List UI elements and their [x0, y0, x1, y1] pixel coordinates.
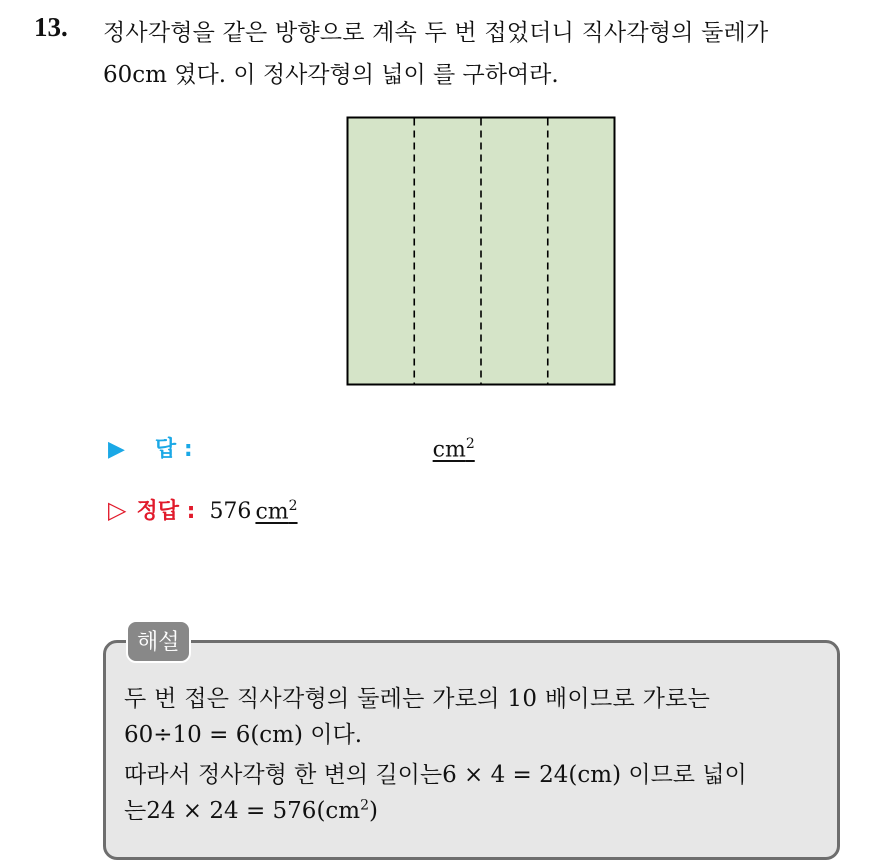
answer-label: 답 :: [154, 437, 193, 462]
answer-unit-exponent: 2: [465, 435, 475, 452]
correct-label: 정답 :: [136, 499, 196, 524]
correct-answer-row: [108, 494, 298, 525]
explanation-box: [103, 640, 840, 860]
explanation-exponent: 2: [360, 797, 370, 814]
folded-square-figure: [346, 116, 618, 388]
answer-unit: $cm^2$: [432, 435, 475, 462]
explanation-line-1: 두 번 접은 직사각형의 둘레는 가로의 10 배이므로 가로는: [124, 686, 711, 712]
explanation-line-4: 는$24 \times 24 = 576(cm^2)$: [124, 797, 379, 824]
correct-unit: $cm^2$: [255, 497, 298, 524]
question-text-line-2: 60cm 였다. 이 정사각형의 넓이 를 구하여라.: [103, 62, 559, 88]
correct-unit-exponent: 2: [288, 497, 298, 514]
correct-marker-icon: ▷: [108, 496, 127, 524]
explanation-tag: 해설: [126, 620, 191, 663]
question-text-line-1: 정사각형을 같은 방향으로 계속 두 번 접었더니 직사각형의 둘레가: [103, 20, 769, 46]
correct-value: 576: [209, 499, 252, 524]
answer-marker-icon: ▶: [108, 437, 125, 462]
explanation-line-3: 따라서 정사각형 한 변의 길이는6 × 4 = 24(cm) 이므로 넓이: [124, 762, 747, 788]
answer-row: [108, 432, 475, 463]
explanation-line-2: 60÷10 = 6(cm) 이다.: [124, 722, 363, 748]
question-number: 13.: [34, 12, 68, 42]
